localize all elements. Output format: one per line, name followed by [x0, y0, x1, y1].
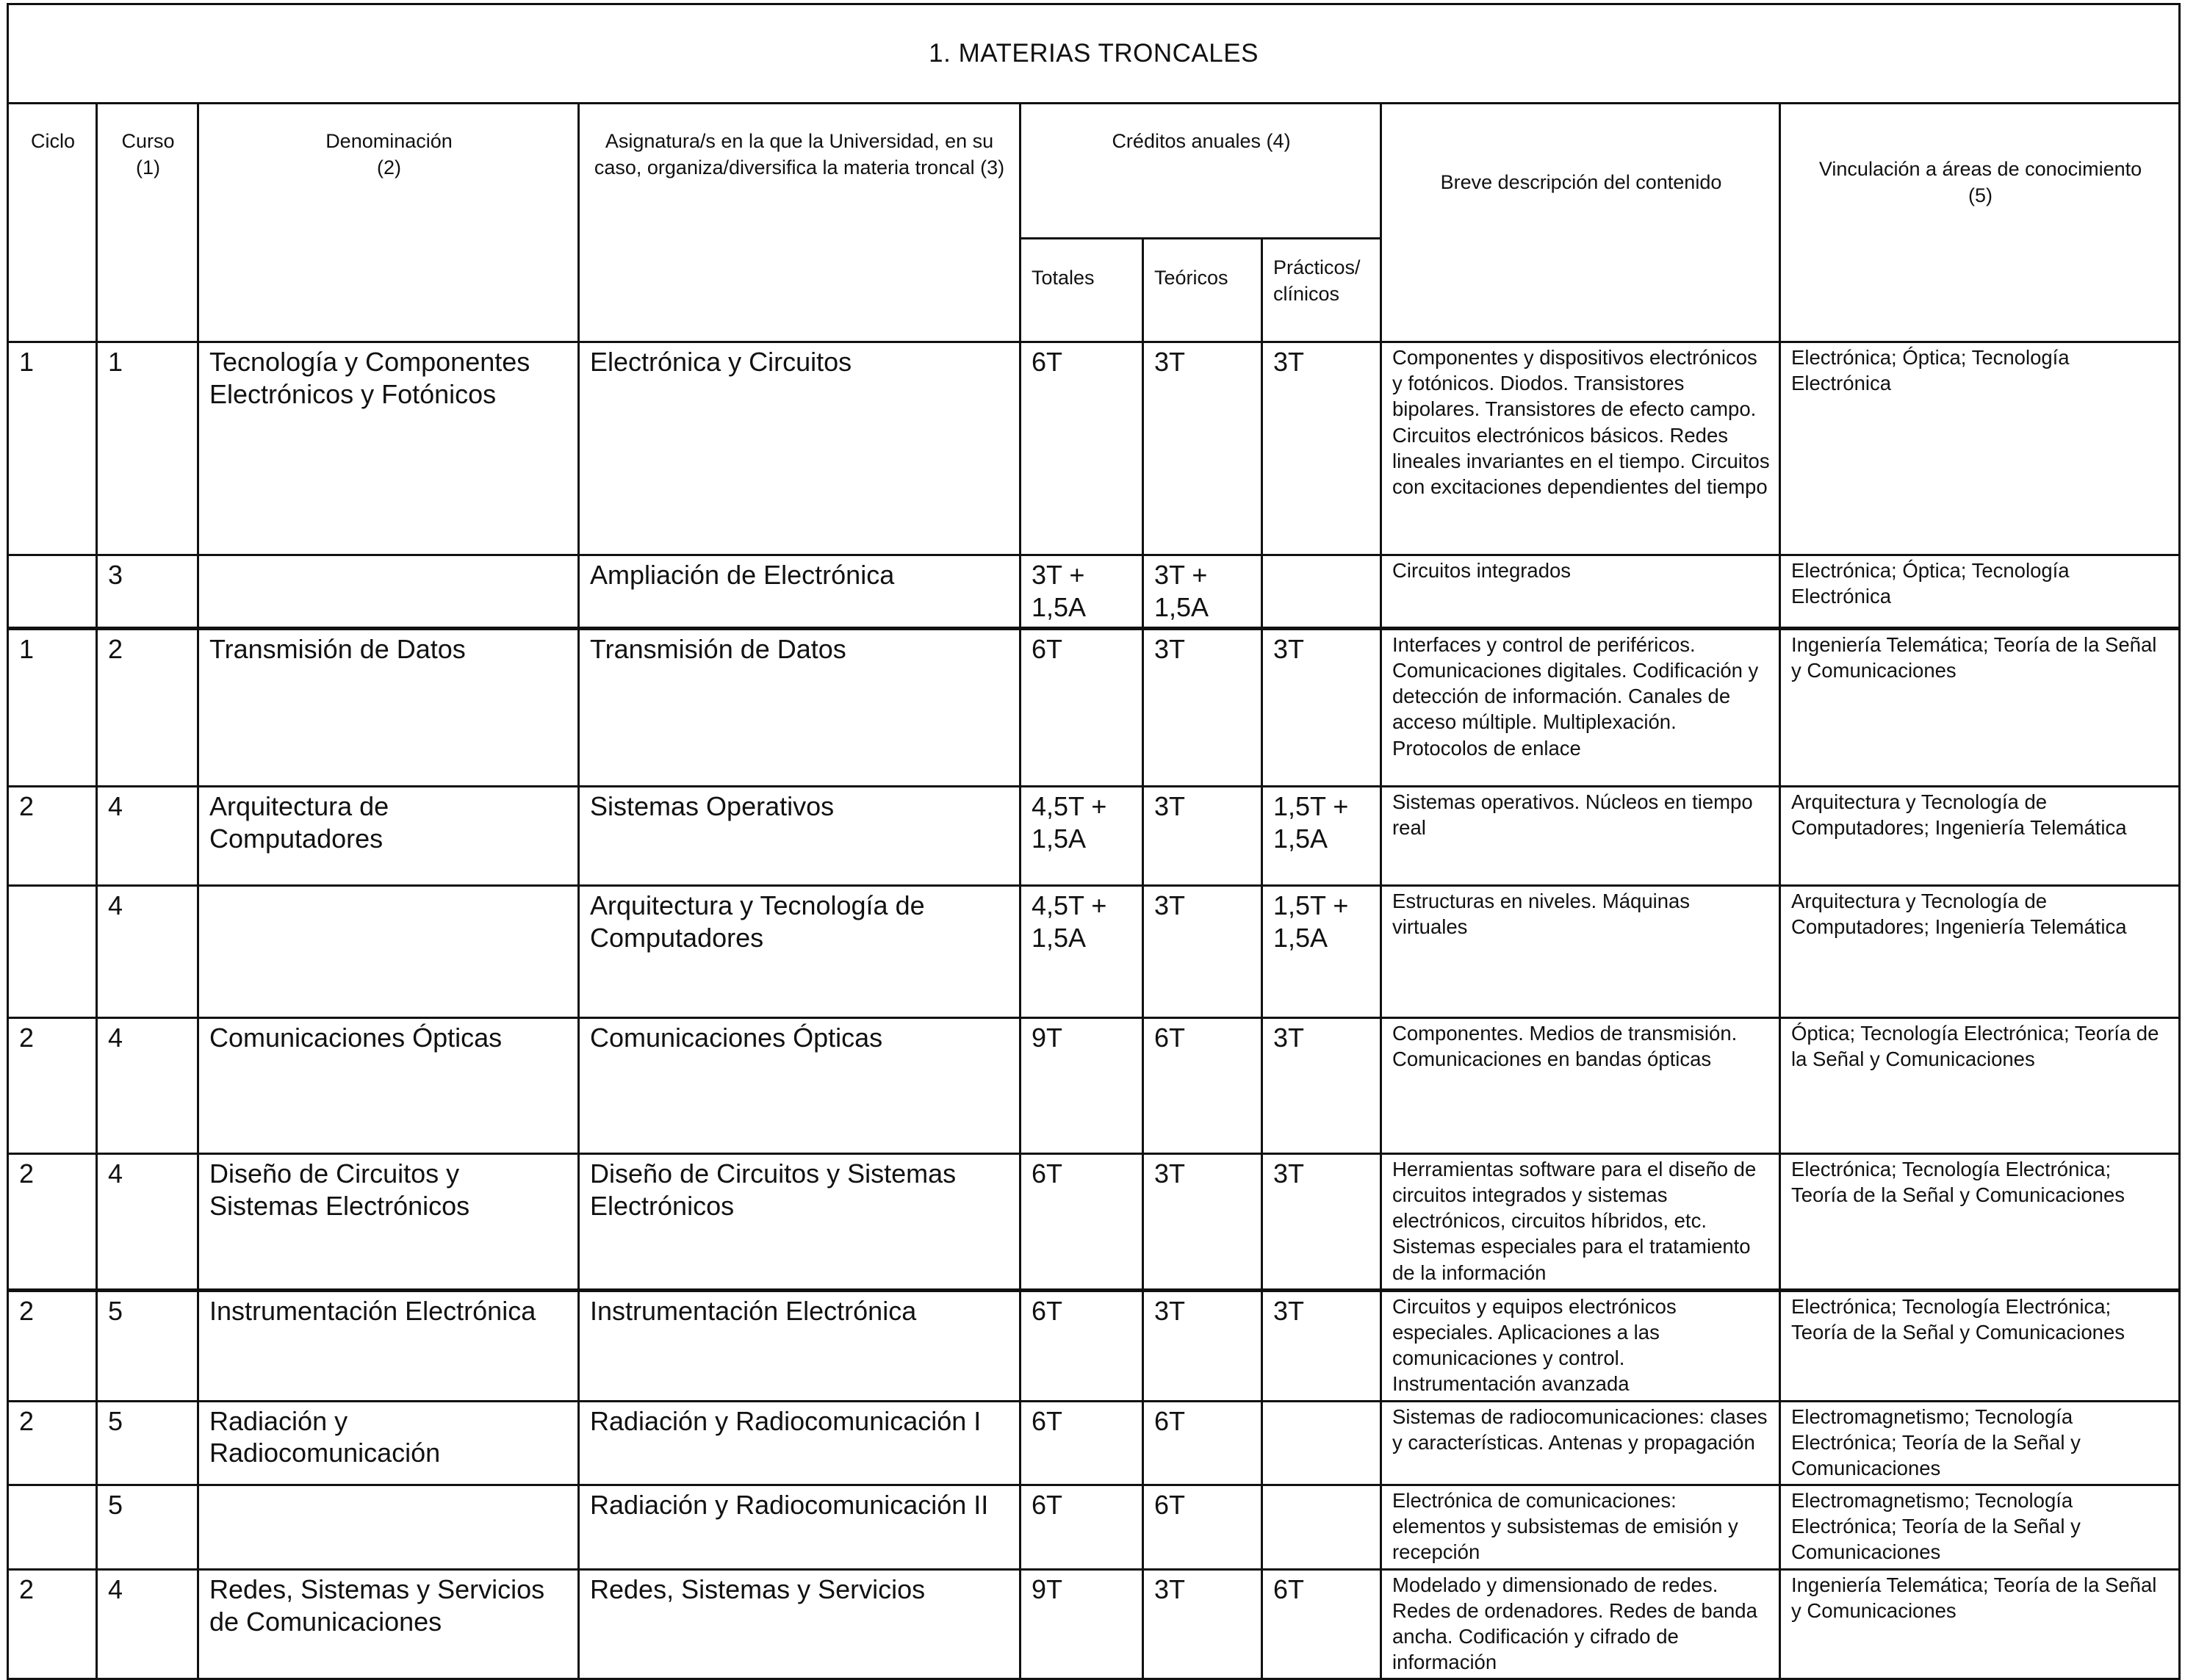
cell-curso: 2: [97, 628, 198, 786]
cell-curso: 4: [97, 885, 198, 1017]
cell-denominacion: Diseño de Circuitos y Sistemas Electrónicos: [198, 1153, 579, 1290]
cell-teoricos: 3T: [1143, 1569, 1262, 1679]
cell-areas: Arquitectura y Tecnología de Computadores; Ingeniería Telemática: [1780, 786, 2180, 885]
cell-curso: 5: [97, 1290, 198, 1401]
cell-areas: Electrónica; Óptica; Tecnología Electrónica: [1780, 342, 2180, 555]
cell-areas: Electromagnetismo; Tecnología Electrónica; Teoría de la Señal y Comunicaciones: [1780, 1401, 2180, 1485]
cell-practicos: 6T: [1262, 1569, 1381, 1679]
cell-areas: Arquitectura y Tecnología de Computadores; Ingeniería Telemática: [1780, 885, 2180, 1017]
cell-ciclo: 1: [8, 628, 97, 786]
cell-descripcion: Sistemas de radiocomunicaciones: clases y características. Antenas y propagación: [1381, 1401, 1780, 1485]
cell-curso: 5: [97, 1485, 198, 1570]
cell-curso: 4: [97, 1569, 198, 1679]
cell-asignatura: Arquitectura y Tecnología de Computadores: [579, 885, 1020, 1017]
cell-denominacion: Tecnología y Componentes Electrónicos y Fotónicos: [198, 342, 579, 555]
cell-practicos: 1,5T + 1,5A: [1262, 786, 1381, 885]
cell-denominacion: Radiación y Radiocomunicación: [198, 1401, 579, 1485]
cell-descripcion: Interfaces y control de periféricos. Comunicaciones digitales. Codificación y detección de información. Canales de acceso múltiple. Multiplexación. Protocolos de enlace: [1381, 628, 1780, 786]
cell-ciclo: 2: [8, 786, 97, 885]
cell-ciclo: 2: [8, 1401, 97, 1485]
cell-denominacion: [198, 885, 579, 1017]
cell-descripcion: Sistemas operativos. Núcleos en tiempo real: [1381, 786, 1780, 885]
cell-teoricos: 3T: [1143, 885, 1262, 1017]
header-creditos: Créditos anuales (4): [1020, 104, 1381, 239]
cell-descripcion: Circuitos integrados: [1381, 555, 1780, 629]
cell-ciclo: 2: [8, 1569, 97, 1679]
cell-descripcion: Estructuras en niveles. Máquinas virtuales: [1381, 885, 1780, 1017]
cell-practicos: 3T: [1262, 628, 1381, 786]
cell-asignatura: Radiación y Radiocomunicación II: [579, 1485, 1020, 1570]
cell-asignatura: Instrumentación Electrónica: [579, 1290, 1020, 1401]
table-row: [8, 342, 2180, 555]
cell-descripcion: Componentes y dispositivos electrónicos y fotónicos. Diodos. Transistores bipolares. Transistores de efecto campo. Circuitos electrónicos básicos. Redes lineales invariantes en el tiempo. Circuitos con excitaciones dependientes del tiempo: [1381, 342, 1780, 555]
cell-ciclo: [8, 885, 97, 1017]
header-asignatura: Asignatura/s en la que la Universidad, en su caso, organiza/diversifica la materia troncal (3): [579, 104, 1020, 342]
cell-asignatura: Transmisión de Datos: [579, 628, 1020, 786]
cell-areas: Óptica; Tecnología Electrónica; Teoría de la Señal y Comunicaciones: [1780, 1017, 2180, 1153]
cell-asignatura: Ampliación de Electrónica: [579, 555, 1020, 629]
cell-totales: 9T: [1020, 1569, 1143, 1679]
cell-practicos: 3T: [1262, 1153, 1381, 1290]
header-ciclo: Ciclo: [8, 104, 97, 342]
header-curso: Curso (1): [97, 104, 198, 342]
cell-practicos: 1,5T + 1,5A: [1262, 885, 1381, 1017]
cell-asignatura: Redes, Sistemas y Servicios: [579, 1569, 1020, 1679]
cell-ciclo: 2: [8, 1290, 97, 1401]
cell-teoricos: 6T: [1143, 1485, 1262, 1570]
cell-practicos: [1262, 555, 1381, 629]
cell-ciclo: 2: [8, 1017, 97, 1153]
table-row: [8, 1569, 2180, 1679]
cell-areas: Electrónica; Tecnología Electrónica; Teoría de la Señal y Comunicaciones: [1780, 1153, 2180, 1290]
cell-teoricos: 3T + 1,5A: [1143, 555, 1262, 629]
cell-denominacion: Comunicaciones Ópticas: [198, 1017, 579, 1153]
table-row: [8, 628, 2180, 786]
table-row: [8, 1485, 2180, 1570]
table-row: [8, 885, 2180, 1017]
cell-descripcion: Circuitos y equipos electrónicos especiales. Aplicaciones a las comunicaciones y control. Instrumentación avanzada: [1381, 1290, 1780, 1401]
cell-totales: 6T: [1020, 1485, 1143, 1570]
cell-practicos: 3T: [1262, 1017, 1381, 1153]
cell-totales: 4,5T + 1,5A: [1020, 786, 1143, 885]
cell-practicos: [1262, 1401, 1381, 1485]
table-row: [8, 1290, 2180, 1401]
cell-asignatura: Diseño de Circuitos y Sistemas Electrónicos: [579, 1153, 1020, 1290]
header-practicos: Prácticos/ clínicos: [1262, 239, 1381, 342]
header-denominacion: Denominación (2): [198, 104, 579, 342]
cell-curso: 5: [97, 1401, 198, 1485]
cell-teoricos: 3T: [1143, 1290, 1262, 1401]
cell-descripcion: Electrónica de comunicaciones: elementos y subsistemas de emisión y recepción: [1381, 1485, 1780, 1570]
cell-areas: Electrónica; Tecnología Electrónica; Teoría de la Señal y Comunicaciones: [1780, 1290, 2180, 1401]
cell-teoricos: 3T: [1143, 1153, 1262, 1290]
cell-denominacion: Instrumentación Electrónica: [198, 1290, 579, 1401]
cell-areas: Ingeniería Telemática; Teoría de la Señal y Comunicaciones: [1780, 628, 2180, 786]
cell-denominacion: Transmisión de Datos: [198, 628, 579, 786]
cell-denominacion: Redes, Sistemas y Servicios de Comunicaciones: [198, 1569, 579, 1679]
cell-areas: Electrónica; Óptica; Tecnología Electrónica: [1780, 555, 2180, 629]
header-totales: Totales: [1020, 239, 1143, 342]
cell-ciclo: [8, 555, 97, 629]
cell-curso: 1: [97, 342, 198, 555]
cell-totales: 4,5T + 1,5A: [1020, 885, 1143, 1017]
cell-totales: 9T: [1020, 1017, 1143, 1153]
cell-curso: 4: [97, 1017, 198, 1153]
cell-totales: 6T: [1020, 1290, 1143, 1401]
cell-asignatura: Comunicaciones Ópticas: [579, 1017, 1020, 1153]
table-row: [8, 786, 2180, 885]
cell-curso: 4: [97, 786, 198, 885]
cell-totales: 6T: [1020, 342, 1143, 555]
title-row: [8, 4, 2180, 104]
cell-asignatura: Radiación y Radiocomunicación I: [579, 1401, 1020, 1485]
cell-ciclo: 2: [8, 1153, 97, 1290]
document-sheet: [7, 3, 2178, 1674]
cell-descripcion: Herramientas software para el diseño de circuitos integrados y sistemas electrónicos, circuitos híbridos, etc. Sistemas especiales para el tratamiento de la información: [1381, 1153, 1780, 1290]
cell-teoricos: 3T: [1143, 342, 1262, 555]
cell-descripcion: Modelado y dimensionado de redes. Redes de ordenadores. Redes de banda ancha. Codificación y cifrado de información: [1381, 1569, 1780, 1679]
cell-denominacion: Arquitectura de Computadores: [198, 786, 579, 885]
cell-teoricos: 6T: [1143, 1401, 1262, 1485]
header-teoricos: Teóricos: [1143, 239, 1262, 342]
cell-ciclo: 1: [8, 342, 97, 555]
cell-descripcion: Componentes. Medios de transmisión. Comunicaciones en bandas ópticas: [1381, 1017, 1780, 1153]
cell-teoricos: 3T: [1143, 786, 1262, 885]
cell-areas: Ingeniería Telemática; Teoría de la Señal y Comunicaciones: [1780, 1569, 2180, 1679]
cell-denominacion: [198, 1485, 579, 1570]
header-descripcion: Breve descripción del contenido: [1381, 104, 1780, 342]
cell-teoricos: 6T: [1143, 1017, 1262, 1153]
cell-totales: 6T: [1020, 1153, 1143, 1290]
cell-practicos: 3T: [1262, 1290, 1381, 1401]
cell-areas: Electromagnetismo; Tecnología Electrónica; Teoría de la Señal y Comunicaciones: [1780, 1485, 2180, 1570]
cell-totales: 6T: [1020, 1401, 1143, 1485]
cell-asignatura: Electrónica y Circuitos: [579, 342, 1020, 555]
cell-totales: 6T: [1020, 628, 1143, 786]
cell-totales: 3T + 1,5A: [1020, 555, 1143, 629]
cell-teoricos: 3T: [1143, 628, 1262, 786]
cell-practicos: [1262, 1485, 1381, 1570]
table-row: [8, 1153, 2180, 1290]
cell-curso: 3: [97, 555, 198, 629]
header-vinculacion: Vinculación a áreas de conocimiento (5): [1780, 104, 2180, 342]
table-row: [8, 555, 2180, 629]
cell-practicos: 3T: [1262, 342, 1381, 555]
cell-denominacion: [198, 555, 579, 629]
header-row: [8, 104, 2180, 239]
cell-asignatura: Sistemas Operativos: [579, 786, 1020, 885]
table-title: 1. MATERIAS TRONCALES: [8, 4, 2180, 104]
cell-ciclo: [8, 1485, 97, 1570]
cell-curso: 4: [97, 1153, 198, 1290]
table-row: [8, 1401, 2180, 1485]
table-row: [8, 1017, 2180, 1153]
materias-table: [7, 3, 2181, 1680]
